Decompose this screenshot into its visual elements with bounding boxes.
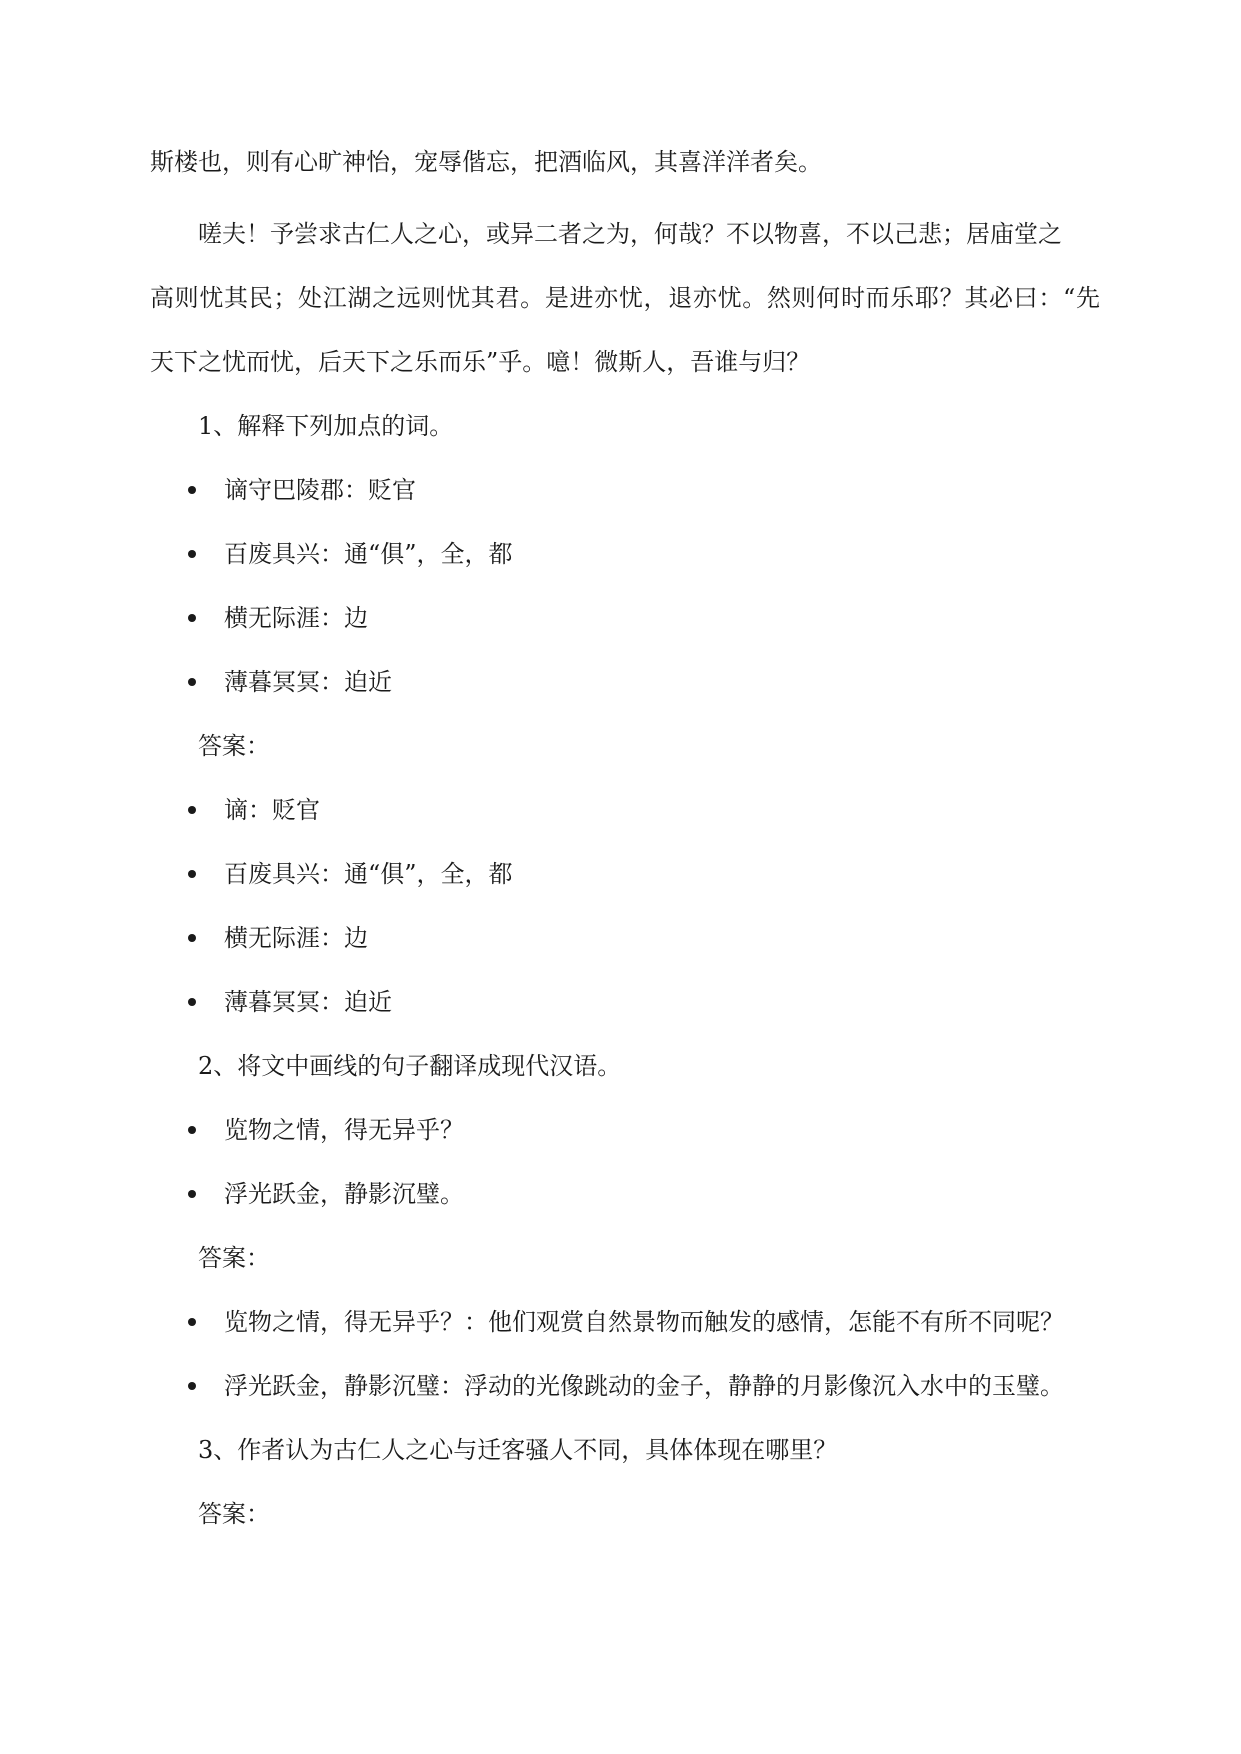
bullet-icon <box>188 998 196 1006</box>
list-item-text: 横无际涯：边 <box>224 604 368 632</box>
bullet-icon <box>188 678 196 686</box>
bullet-icon <box>188 1382 196 1390</box>
bullet-icon <box>188 1126 196 1134</box>
bullet-icon <box>188 806 196 814</box>
bullet-icon <box>188 934 196 942</box>
list-item-text: 浮光跃金，静影沉璧。 <box>224 1180 464 1208</box>
list-item-text: 览物之情，得无异乎？：他们观赏自然景物而触发的感情，怎能不有所不同呢？ <box>224 1308 1064 1336</box>
answer-label-1: 答案： <box>198 732 270 760</box>
list-item-text: 横无际涯：边 <box>224 924 368 952</box>
list-item-text: 百废具兴：通“俱”，全，都 <box>224 540 513 568</box>
answer-label-2: 答案： <box>198 1244 270 1272</box>
paragraph-line-2: 高则忧其民；处江湖之远则忧其君。是进亦忧，退亦忧。然则何时而乐耶？其必曰：“先 <box>150 284 1100 312</box>
paragraph-end-line: 斯楼也，则有心旷神怡，宠辱偕忘，把酒临风，其喜洋洋者矣。 <box>150 148 822 176</box>
question-2-title: 2、将文中画线的句子翻译成现代汉语。 <box>198 1052 622 1080</box>
bullet-icon <box>188 870 196 878</box>
answer-label-3: 答案： <box>198 1500 270 1528</box>
bullet-icon <box>188 486 196 494</box>
bullet-icon <box>188 1318 196 1326</box>
list-item-text: 薄暮冥冥：迫近 <box>224 988 392 1016</box>
paragraph-line-1: 嗟夫！予尝求古仁人之心，或异二者之为，何哉？不以物喜，不以己悲；居庙堂之 <box>198 220 1062 248</box>
paragraph-line-3: 天下之忧而忧，后天下之乐而乐”乎。噫！微斯人，吾谁与归？ <box>150 348 811 376</box>
list-item-text: 百废具兴：通“俱”，全，都 <box>224 860 513 888</box>
question-3-title: 3、作者认为古仁人之心与迁客骚人不同，具体体现在哪里？ <box>198 1436 838 1464</box>
bullet-icon <box>188 1190 196 1198</box>
list-item-text: 览物之情，得无异乎？ <box>224 1116 464 1144</box>
list-item-text: 浮光跃金，静影沉璧：浮动的光像跳动的金子，静静的月影像沉入水中的玉璧。 <box>224 1372 1064 1400</box>
list-item-text: 薄暮冥冥：迫近 <box>224 668 392 696</box>
question-1-title: 1、解释下列加点的词。 <box>198 412 454 440</box>
list-item-text: 谪守巴陵郡：贬官 <box>224 476 416 504</box>
list-item-text: 谪：贬官 <box>224 796 320 824</box>
bullet-icon <box>188 550 196 558</box>
bullet-icon <box>188 614 196 622</box>
